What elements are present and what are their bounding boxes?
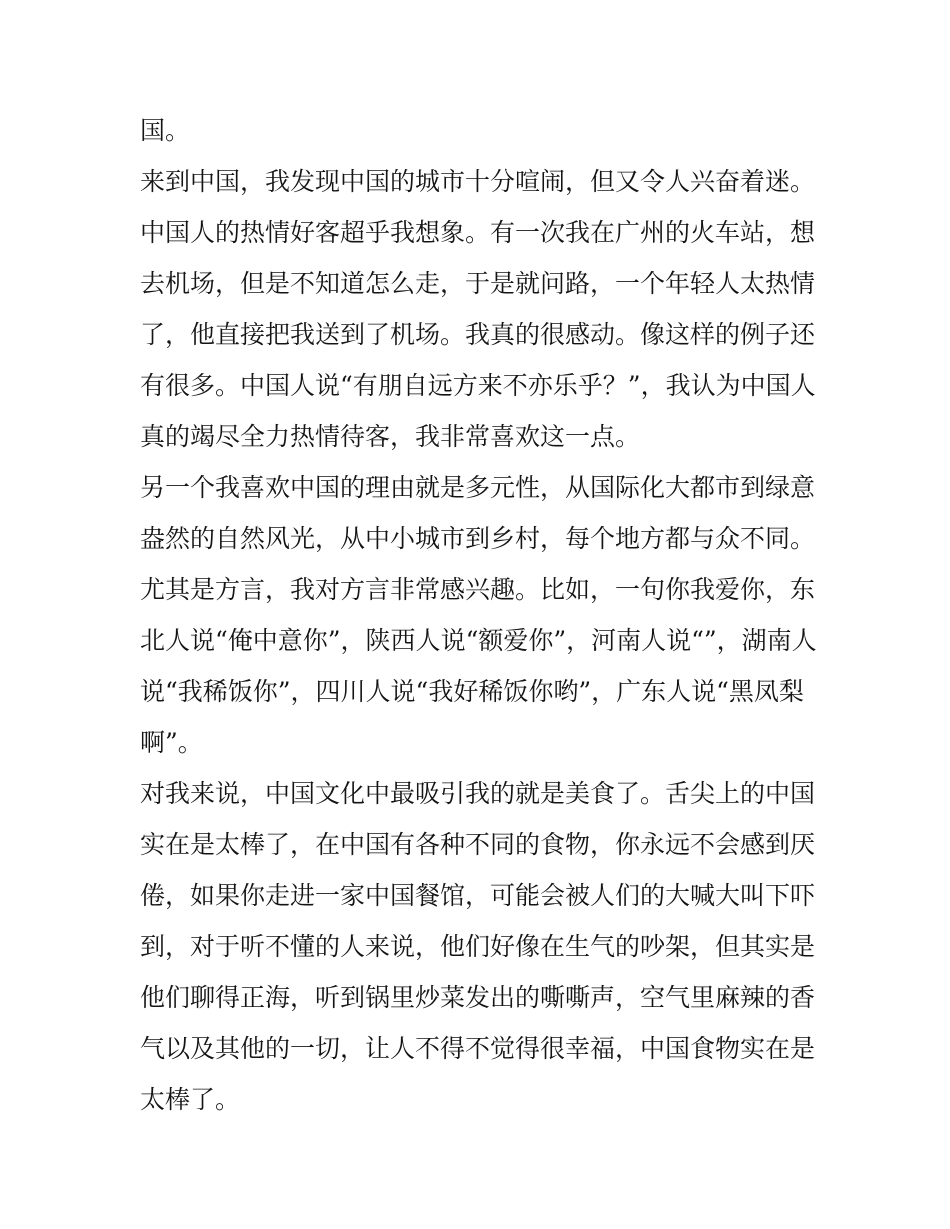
- text-line: 真的竭尽全力热情待客，我非常喜欢这一点。: [140, 422, 641, 451]
- essay-text: [140, 105, 820, 1125]
- text-line: 有很多。中国人说“有朋自远方来不亦乐乎？”，我认为中国人: [140, 371, 816, 400]
- text-line: 中国人的热情好客超乎我想象。有一次我在广州的火车站，想: [140, 218, 816, 247]
- text-line: 国。: [140, 116, 191, 145]
- text-line: 气以及其他的一切，让人不得不觉得很幸福，中国食物实在是: [140, 1034, 816, 1063]
- text-line: 倦，如果你走进一家中国餐馆，可能会被人们的大喊大叫下吓: [140, 881, 816, 910]
- text-line: 了，他直接把我送到了机场。我真的很感动。像这样的例子还: [140, 320, 816, 349]
- text-line: 尤其是方言，我对方言非常感兴趣。比如，一句你我爱你，东: [140, 575, 816, 604]
- text-line: 他们聊得正海，听到锅里炒菜发出的嘶嘶声，空气里麻辣的香: [140, 983, 816, 1012]
- text-line: 说“我稀饭你”，四川人说“我好稀饭你哟”，广东人说“黑凤梨: [140, 677, 804, 706]
- text-line: 北人说“俺中意你”，陕西人说“额爱你”，河南人说“”，湖南人: [140, 626, 817, 655]
- text-line: 盎然的自然风光，从中小城市到乡村，每个地方都与众不同。: [140, 524, 816, 553]
- text-line: 啊”。: [140, 728, 203, 757]
- text-line: 去机场，但是不知道怎么走，于是就问路，一个年轻人太热情: [140, 269, 816, 298]
- text-line: 来到中国，我发现中国的城市十分喧闹，但又令人兴奋着迷。: [140, 167, 816, 196]
- text-line: 实在是太棒了，在中国有各种不同的食物，你永远不会感到厌: [140, 830, 816, 859]
- text-line: 太棒了。: [140, 1085, 241, 1114]
- text-line: 对我来说，中国文化中最吸引我的就是美食了。舌尖上的中国: [140, 779, 816, 808]
- text-line: 到，对于听不懂的人来说，他们好像在生气的吵架，但其实是: [140, 932, 816, 961]
- text-line: 另一个我喜欢中国的理由就是多元性，从国际化大都市到绿意: [140, 473, 816, 502]
